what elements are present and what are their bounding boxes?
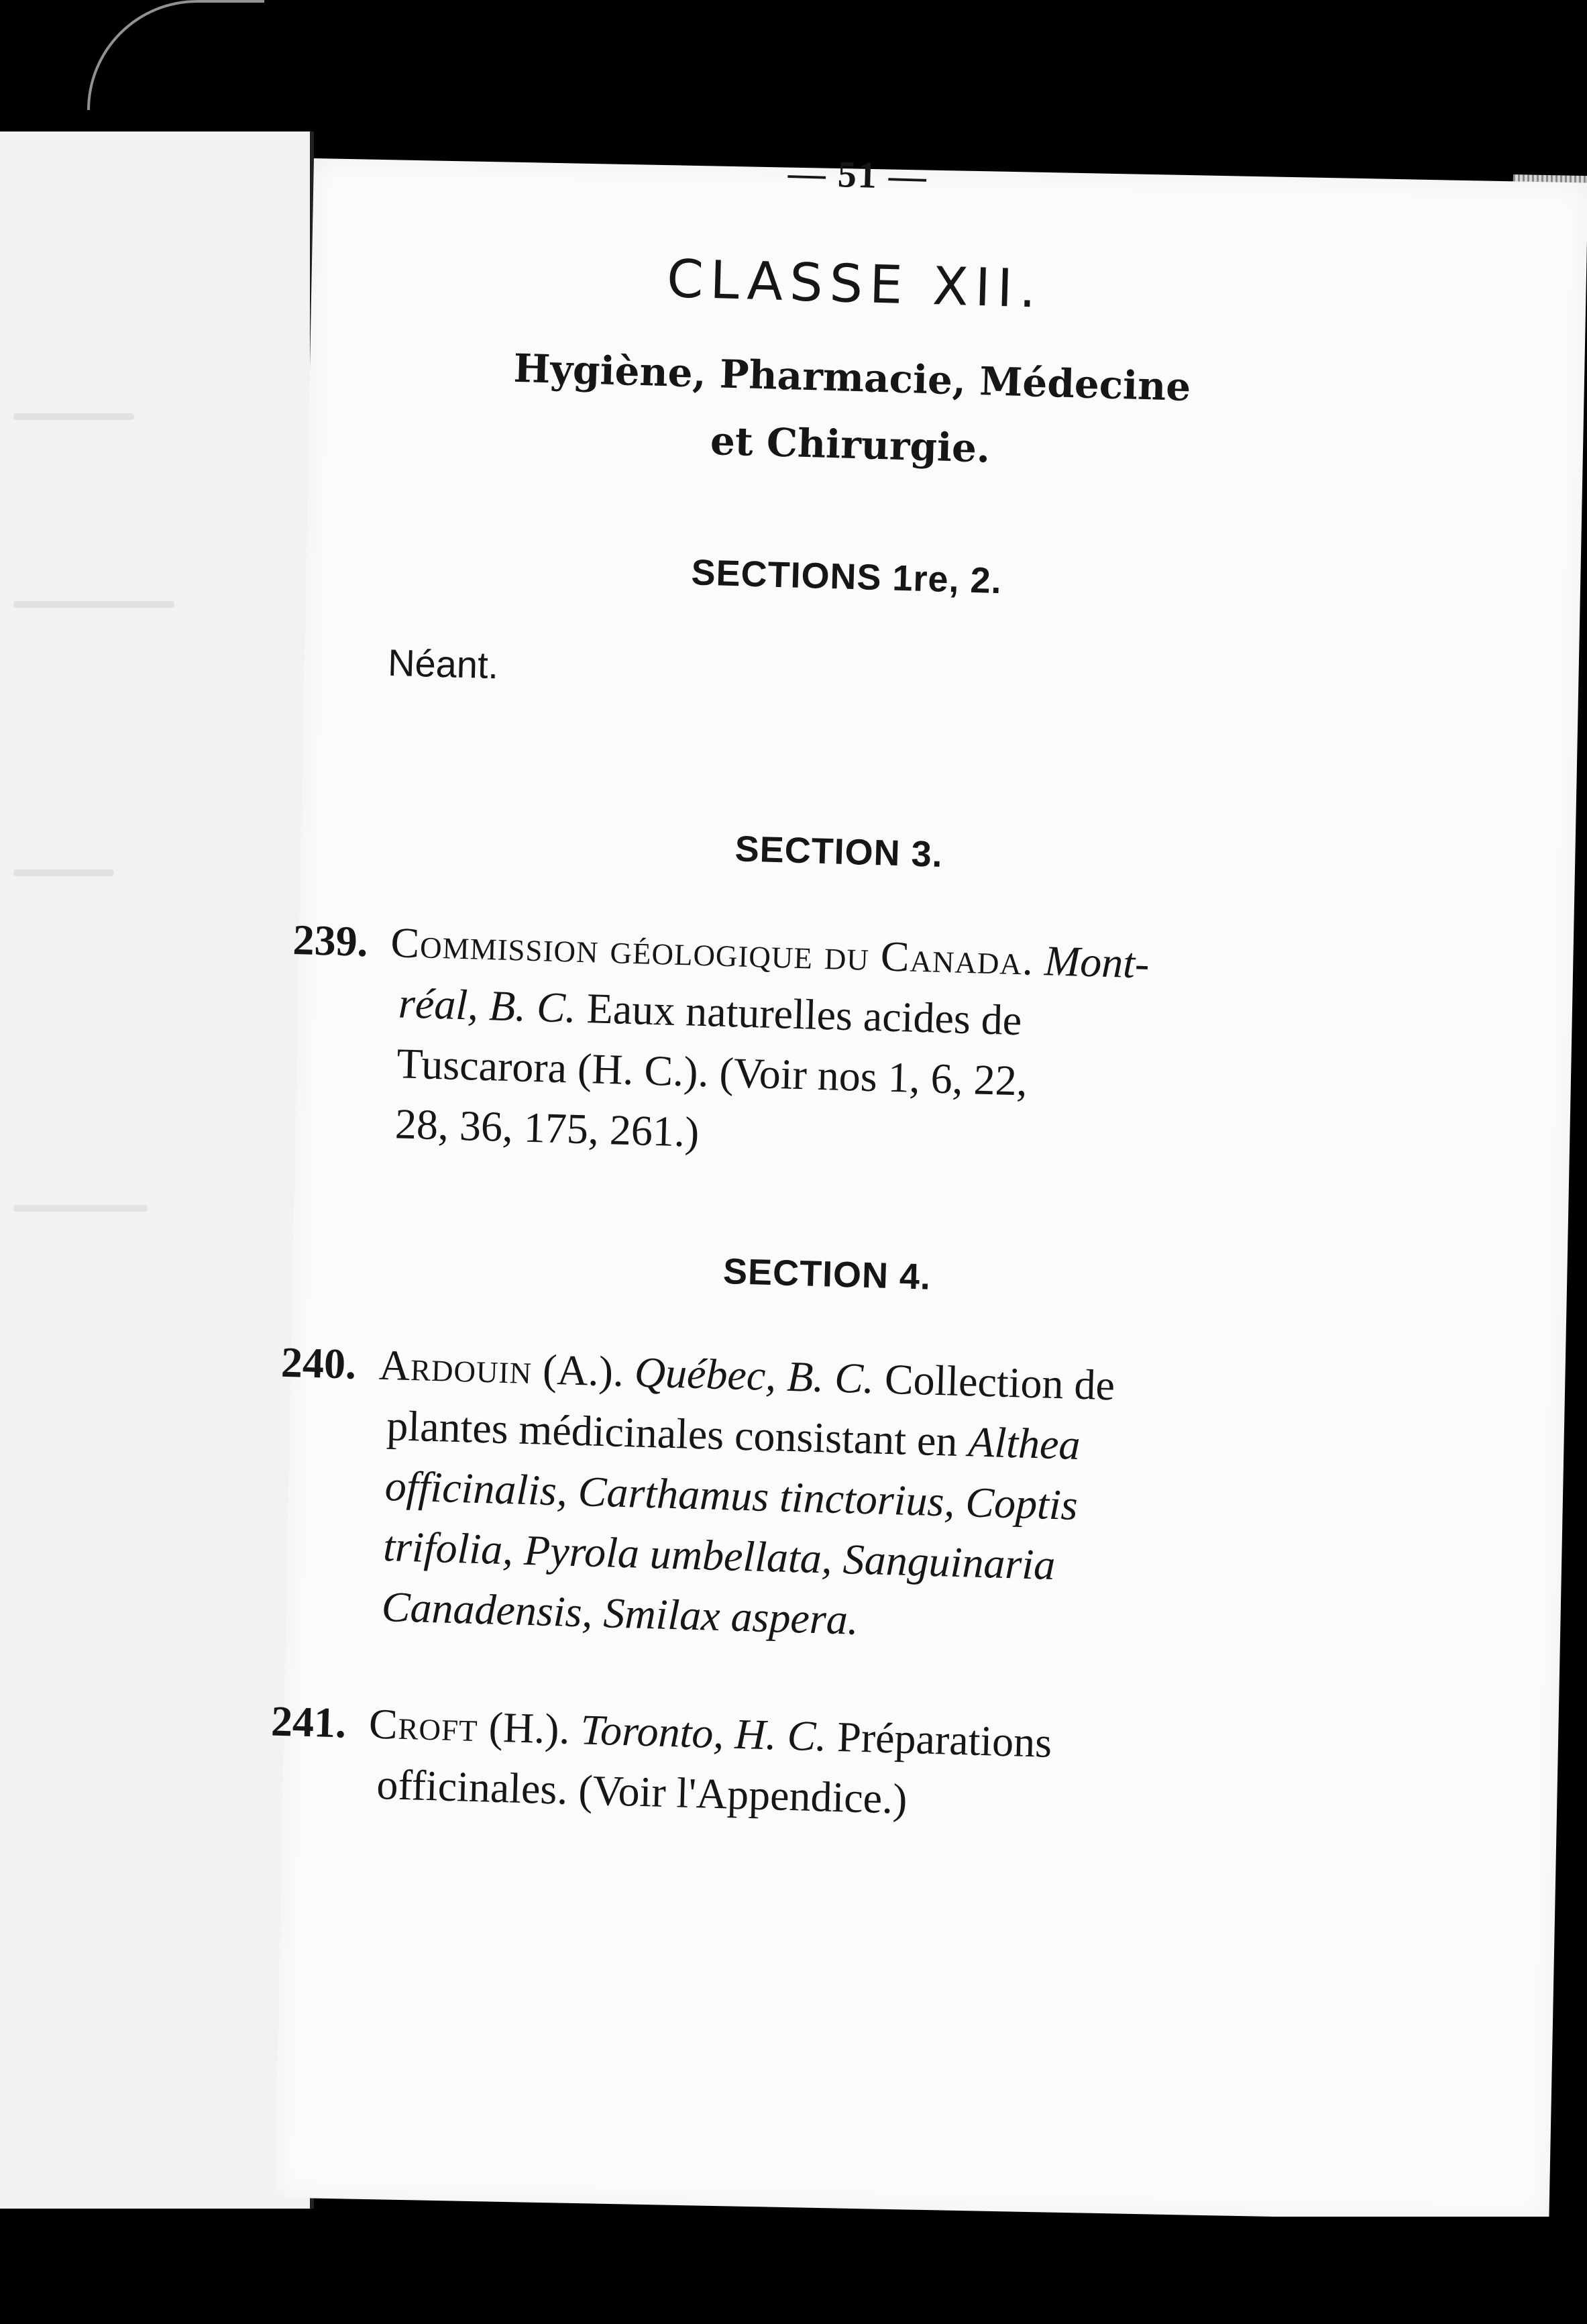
entry-place: Québec, B. C.	[633, 1348, 875, 1403]
bleed-through-mark	[13, 1205, 148, 1212]
exhibitor-name: Croft	[368, 1699, 479, 1751]
catalog-entry-240	[274, 1332, 1207, 1660]
entry-place-cont: réal, B. C.	[398, 979, 577, 1032]
entry-number: 240.	[280, 1338, 358, 1388]
entry-place: Toronto, H. C.	[580, 1705, 828, 1760]
entry-description-line: Tuscarora (H. C.). (Voir nos 1, 6, 22,	[396, 1039, 1028, 1105]
catalog-entry-241	[268, 1691, 1197, 1837]
page-number: — 51 —	[787, 152, 928, 198]
species-list-line: Canadensis, Smilax aspera.	[381, 1582, 859, 1644]
entry-description-line: 28, 36, 175, 261.)	[394, 1100, 700, 1156]
class-subtitle-line-1: Hygiène, Pharmacie, Médecine	[512, 345, 1192, 410]
exhibitor-name: Ardouin	[378, 1340, 533, 1393]
bleed-through-mark	[13, 413, 134, 420]
species-name: Althea	[967, 1418, 1081, 1469]
entry-description: Préparations	[836, 1713, 1053, 1766]
facing-page	[0, 131, 314, 2209]
entry-description: Collection de	[884, 1355, 1115, 1410]
section-heading-1-2: SECTIONS 1re, 2.	[690, 552, 1003, 602]
exhibitor-name: Commission géologique du Canada.	[390, 918, 1035, 984]
species-list-line: officinalis, Carthamus tinctorius, Coptis	[384, 1462, 1079, 1529]
exhibitor-initial: (A.).	[542, 1345, 624, 1395]
species-list-line: trifolia, Pyrola umbellata, Sanguinaria	[382, 1522, 1056, 1589]
bleed-through-mark	[13, 601, 174, 608]
entry-description-line: plantes médicinales consistant en	[386, 1402, 959, 1465]
entry-description-line: officinales. (Voir l'Appendice.)	[376, 1760, 908, 1823]
scan-artifact	[87, 0, 264, 110]
catalog-entry-239	[287, 910, 1219, 1177]
class-subtitle-line-2: et Chirurgie.	[710, 418, 991, 472]
page-text	[270, 141, 1314, 1823]
entry-number: 241.	[270, 1697, 347, 1747]
class-heading: CLASSE XII.	[665, 249, 1044, 320]
entry-description: Eaux naturelles acides de	[586, 984, 1023, 1045]
exhibitor-initial: (H.).	[488, 1703, 571, 1753]
empty-section-note: Néant.	[387, 641, 500, 687]
scan-border	[0, 2217, 1587, 2324]
entry-number: 239.	[292, 915, 369, 966]
section-heading-4: SECTION 4.	[722, 1251, 932, 1298]
bleed-through-mark	[13, 869, 114, 876]
entry-place: Mont-	[1044, 937, 1150, 988]
section-heading-3: SECTION 3.	[734, 829, 944, 875]
